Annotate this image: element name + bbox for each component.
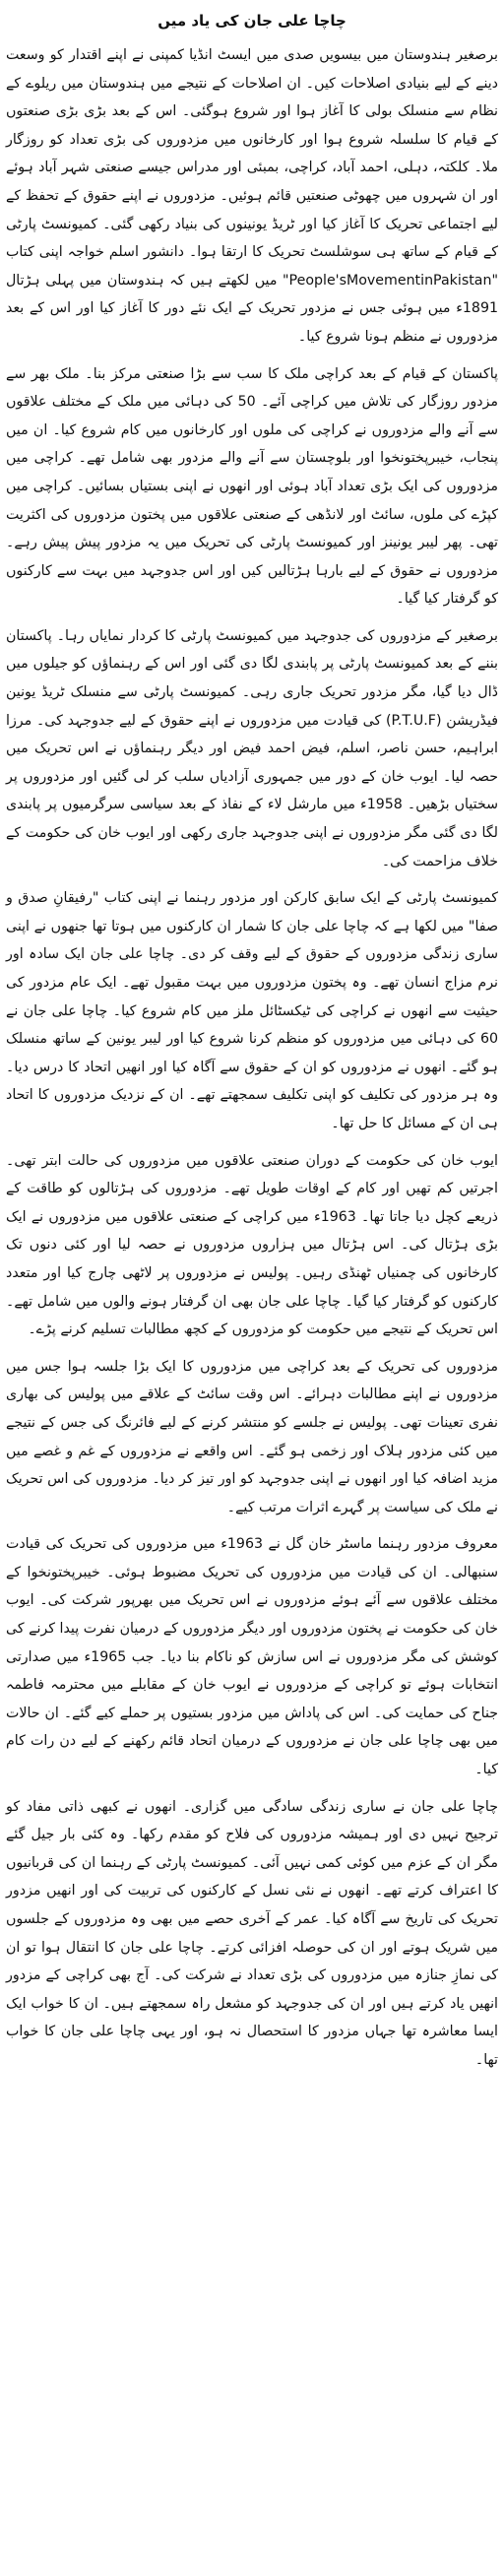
- article-paragraph: پاکستان کے قیام کے بعد کراچی ملک کا سب سے بڑا صنعتی مرکز بنا۔ ملک بھر سے مزدور روزگار کی تلاش میں کراچی آئے۔ 50 کی دہائی میں ملک کے مختلف علاقوں سے آنے والے مزدوروں نے کراچی کی ملوں اور کارخانوں میں کام شروع کیا۔ ان میں پنجاب، خیبرپختونخوا اور بلوچستان سے آنے والے مزدور بھی شامل تھے۔ کراچی میں مزدوروں کی ایک بڑی تعداد آباد ہوئی اور انھوں نے اپنی بستیاں بسائیں۔ کراچی میں کپڑے کی ملوں، سائٹ اور لانڈھی کے صنعتی علاقوں میں پختون مزدوروں کی اکثریت تھی۔ پھر لیبر یونینز اور کمیونسٹ پارٹی کی تحریک میں یہ مزدور پیش پیش رہے۔ مزدوروں نے حقوق کے لیے بارہا ہڑتالیں کیں اور اس جدوجہد میں بہت سے کارکنوں کو گرفتار کیا گیا۔: [6, 365, 498, 608]
- article-paragraph: ایوب خان کی حکومت کے دوران صنعتی علاقوں میں مزدوروں کی حالت ابتر تھی۔ اجرتیں کم تھیں اور کام کے اوقات طویل تھے۔ مزدوروں کی ہڑتالوں کو طاقت کے ذریعے کچل دیا جاتا تھا۔ 1963ء میں کراچی کے صنعتی علاقوں میں مزدوروں نے ایک بڑی ہڑتال کی۔ اس ہڑتال میں ہزاروں مزدوروں نے حصہ لیا اور کئی دنوں تک کارخانوں کی چمنیاں ٹھنڈی رہیں۔ پولیس نے مزدوروں پر لاٹھی چارج کیا اور متعدد کارکنوں کو گرفتار کیا گیا۔ چاچا علی جان بھی ان گرفتار ہونے والوں میں شامل تھے۔ اس تحریک کے نتیجے میں حکومت کو مزدوروں کے کچھ مطالبات تسلیم کرنے پڑے۔: [6, 1152, 498, 1338]
- article-paragraph: برصغیر کے مزدوروں کی جدوجہد میں کمیونسٹ پارٹی کا کردار نمایاں رہا۔ پاکستان بننے کے بعد کمیونسٹ پارٹی پر پابندی لگا دی گئی اور اس کے رہنماؤں کو جیلوں میں ڈال دیا گیا، مگر مزدور تحریک جاری رہی۔ کمیونسٹ پارٹی سے منسلک ٹریڈ یونین فیڈریشن (P.T.U.F) کی قیادت میں مزدوروں نے اپنے حقوق کے لیے جدوجہد کی۔ مرزا ابراہیم، حسن ناصر، اسلم، فیض احمد فیض اور دیگر رہنماؤں نے اس تحریک میں حصہ لیا۔ ایوب خان کے دور میں جمہوری آزادیاں سلب کر لی گئیں اور مزدوروں پر سختیاں بڑھیں۔ 1958ء میں مارشل لاء کے نفاذ کے بعد سیاسی سرگرمیوں پر پابندی لگا دی گئی مگر مزدوروں نے اپنی جدوجہد جاری رکھی اور ایوب خان کی حکومت کے خلاف مزاحمت کی۔: [6, 627, 499, 869]
- article-paragraph: کمیونسٹ پارٹی کے ایک سابق کارکن اور مزدور رہنما نے اپنی کتاب "رفیقانِ صدق و صفا" میں لکھا ہے کہ چاچا علی جان کا شمار ان کارکنوں میں ہوتا تھا جنھوں نے اپنی ساری زندگی مزدوروں کے حقوق کے لیے وقف کر دی۔ چاچا علی جان ایک سادہ اور نرم مزاج انسان تھے۔ وہ پختون مزدوروں میں بہت مقبول تھے۔ ایک عام مزدور کی حیثیت سے انھوں نے کراچی کی ٹیکسٹائل ملز میں کام شروع کیا۔ چاچا علی جان نے 60 کی دہائی میں مزدوروں کو منظم کرنا شروع کیا اور لیبر یونین کے ساتھ منسلک ہو گئے۔ انھوں نے مزدوروں کو ان کے حقوق سے آگاہ کیا اور انھیں اتحاد کا درس دیا۔ وہ ہر مزدور کی تکلیف کو اپنی تکلیف سمجھتے تھے۔ ان کے نزدیک مزدوروں کا اتحاد ہی ان کے مسائل کا حل تھا۔: [6, 890, 498, 1131]
- article-paragraph: مزدوروں کی تحریک کے بعد کراچی میں مزدوروں کا ایک بڑا جلسہ ہوا جس میں مزدوروں نے اپنے مطالبات دہرائے۔ اس وقت سائٹ کے علاقے میں پولیس کی بھاری نفری تعینات تھی۔ پولیس نے جلسے کو منتشر کرنے کے لیے فائرنگ کی جس کے نتیجے میں کئی مزدور ہلاک اور زخمی ہو گئے۔ اس واقعے نے مزدوروں کے غم و غصے میں مزید اضافہ کیا اور انھوں نے اپنی جدوجہد کو اور تیز کر دیا۔ مزدوروں کی اس تحریک نے ملک کی سیاست پر گہرے اثرات مرتب کیے۔: [6, 1358, 498, 1515]
- article-paragraph: چاچا علی جان نے ساری زندگی سادگی میں گزاری۔ انھوں نے کبھی ذاتی مفاد کو ترجیح نہیں دی اور ہمیشہ مزدوروں کی فلاح کو مقدم رکھا۔ وہ کئی بار جیل گئے مگر ان کے عزم میں کوئی کمی نہیں آئی۔ کمیونسٹ پارٹی کے رہنما ان کی قربانیوں کا اعتراف کرتے تھے۔ انھوں نے نئی نسل کے کارکنوں کی تربیت کی اور انھیں مزدور تحریک کی تاریخ سے آگاہ کیا۔ عمر کے آخری حصے میں بھی وہ مزدوروں کے جلسوں میں شریک ہوتے اور ان کی حوصلہ افزائی کرتے۔ چاچا علی جان کا انتقال ہوا تو ان کی نمازِ جنازہ میں مزدوروں کی بڑی تعداد نے شرکت کی۔ آج بھی کراچی کے مزدور انھیں یاد کرتے ہیں اور ان کی جدوجہد کو مشعل راہ سمجھتے ہیں۔ ان کا خواب ایک ایسا معاشرہ تھا جہاں مزدور کا استحصال نہ ہو، اور یہی چاچا علی جان کا خواب تھا۔: [6, 1798, 498, 2068]
- article-paragraph: معروف مزدور رہنما ماسٹر خان گل نے 1963ء میں مزدوروں کی تحریک کی قیادت سنبھالی۔ ان کی قیادت میں مزدوروں کی تحریک مضبوط ہوئی۔ خیبرپختونخوا کے مختلف علاقوں سے آئے ہوئے مزدوروں نے اس تحریک میں بھرپور شرکت کی۔ ایوب خان کی حکومت نے پختون مزدوروں اور دیگر مزدوروں کے درمیان نفرت پیدا کرنے کی کوشش کی مگر مزدوروں نے اس سازش کو ناکام بنا دیا۔ جب 1965ء میں صدارتی انتخابات ہوئے تو کراچی کے مزدوروں نے ایوب خان کے مقابلے میں محترمہ فاطمہ جناح کی حمایت کی۔ اس کی پاداش میں مزدور بستیوں پر حملے کیے گئے۔ ان حالات میں بھی چاچا علی جان نے مزدوروں کے درمیان اتحاد قائم رکھنے کے لیے دن رات کام کیا۔: [6, 1536, 499, 1778]
- article-body: [6, 41, 498, 2075]
- article-title: چاچا علی جان کی یاد میں: [158, 12, 346, 30]
- article-paragraph: برصغیر ہندوستان میں بیسویں صدی میں ایسٹ انڈیا کمپنی نے اپنے اقتدار کو وسعت دینے کے لیے بنیادی اصلاحات کیں۔ ان اصلاحات کے نتیجے میں ہندوستان میں ریلوے کے نظام سے منسلک بولی کا آغاز ہوا اور شروع ہوگئی۔ اس کے بعد بڑی بڑی صنعتوں کے قیام کا سلسلہ شروع ہوا اور کارخانوں میں مزدوروں کی بڑی تعداد کو روزگار ملا۔ کلکتہ، دہلی، احمد آباد، کراچی، بمبئی اور مدراس جیسے صنعتی شہر آباد ہوئے اور ان شہروں میں چھوٹی صنعتیں قائم ہوئیں۔ مزدوروں نے اپنے حقوق کے تحفظ کے لیے اجتماعی تحریک کا آغاز کیا اور ٹریڈ یونینوں کی بنیاد رکھی گئی۔ کمیونسٹ پارٹی کے قیام کے ساتھ ہی سوشلسٹ تحریک کا ارتقا ہوا۔ دانشور اسلم خواجہ اپنی کتاب "People'sMovementinPakistan" میں لکھتے ہیں کہ ہندوستان میں پہلی ہڑتال 1891ء میں ہوئی جس نے مزدور تحریک کے ایک نئے دور کا آغاز کیا اور اس کے بعد مزدوروں نے منظم ہونا شروع کیا۔: [6, 47, 498, 345]
